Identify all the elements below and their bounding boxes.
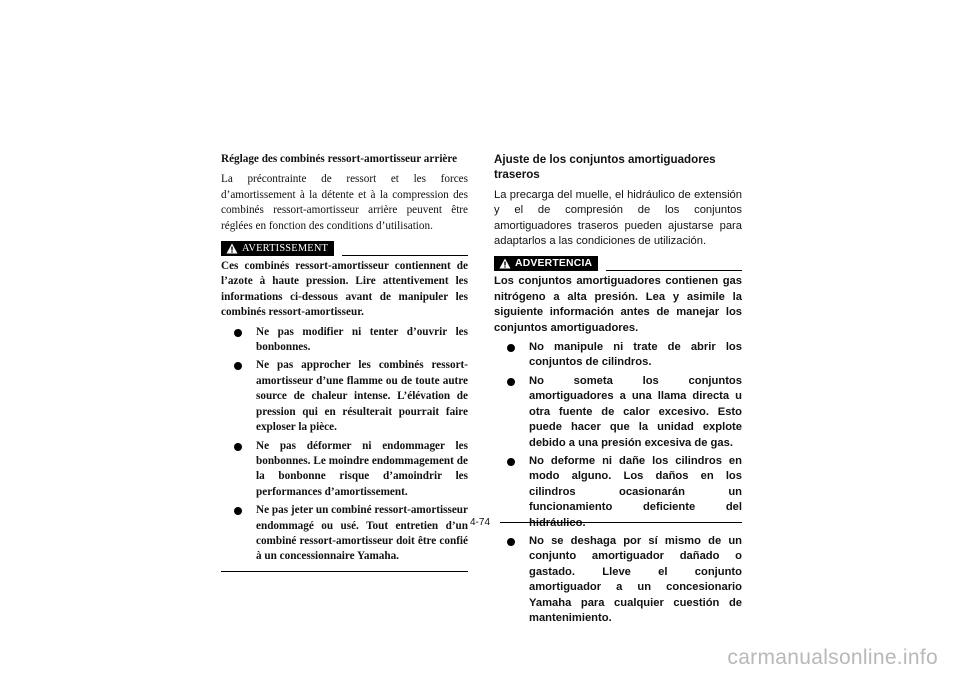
- footer-rule: [500, 522, 742, 523]
- page-number: 4-74: [470, 517, 491, 528]
- french-warning-rule: [342, 255, 468, 256]
- spanish-warning-rule: [606, 270, 742, 271]
- bullet-dot-icon: [507, 378, 515, 386]
- spanish-bullet-item: No someta los conjuntos amortiguadores a una llama directa u otra fuente de calor excesivo. Esto puede hacer que la unidad explote debido a una presión excesiva de gas.: [494, 374, 742, 451]
- spanish-bullet-item: No deforme ni dañe los cilindros en modo alguno. Los daños en los cilindros ocasionarán un funcionamiento deficiente del hidráulico.: [494, 454, 742, 531]
- warning-triangle-icon: [499, 258, 511, 269]
- french-warning-badge: [221, 241, 334, 256]
- bullet-dot-icon: [507, 344, 515, 352]
- french-warning-text: Ces combinés ressort-amortisseur contiennent de l’azote à haute pression. Lire attentivement les informations ci-dessous avant de manipuler les combinés ressort-amortisseur.: [221, 260, 468, 319]
- spanish-column: [494, 152, 742, 629]
- bullet-dot-icon: [507, 538, 515, 546]
- bullet-dot-icon: [507, 458, 515, 466]
- spanish-intro-paragraph: La precarga del muelle, el hidráulico de extensión y el de compresión de los conjuntos amortiguadores traseros pueden ajustarse para adaptarlos a las condiciones de utilización.: [494, 188, 742, 248]
- french-intro-paragraph: La précontrainte de ressort et les forces d’amortissement à la détente et à la compression des combinés ressort-amortisseur arrière peuvent être réglées en fonction des conditions d’utilisation.: [221, 173, 468, 232]
- spanish-warning-header: [494, 256, 742, 271]
- french-bullet-item: Ne pas jeter un combiné ressort-amortisseur endommagé ou usé. Tout entretien d’un combiné ressort-amortisseur doit être confié à un concessionnaire Yamaha.: [221, 503, 468, 565]
- bullet-dot-icon: [234, 362, 242, 370]
- spanish-section-title: Ajuste de los conjuntos amortiguadores traseros: [494, 153, 716, 182]
- spanish-warning-label: ADVERTENCIA: [515, 258, 593, 270]
- bullet-dot-icon: [234, 507, 242, 515]
- french-section-title: Réglage des combinés ressort-amortisseur arrière: [221, 153, 458, 165]
- french-warning-header: [221, 241, 468, 256]
- spanish-bullet-item: No manipule ni trate de abrir los conjuntos de cilindros.: [494, 340, 742, 371]
- french-bullet-item: Ne pas déformer ni endommager les bonbonnes. Le moindre endommagement de la bonbonne risque d’amoindrir les performances d’amortissement.: [221, 439, 468, 501]
- bullet-dot-icon: [234, 329, 242, 337]
- warning-triangle-icon: [226, 243, 238, 254]
- french-column: [221, 152, 468, 572]
- french-bullet-list: [221, 325, 468, 565]
- spanish-bullet-item: No se deshaga por sí mismo de un conjunto amortiguador dañado o gastado. Lleve el conjunto amortiguador a un concesionario Yamaha para cualquier cuestión de mantenimiento.: [494, 534, 742, 626]
- french-warning-label: AVERTISSEMENT: [242, 243, 329, 255]
- spanish-warning-text: Los conjuntos amortiguadores contienen gas nitrógeno a alta presión. Lea y asimile la siguiente información antes de manejar los conjuntos amortiguadores.: [494, 275, 742, 334]
- bullet-dot-icon: [234, 443, 242, 451]
- french-bullet-item: Ne pas approcher les combinés ressort-amortisseur d’une flamme ou de toute autre source de chaleur intense. L’élévation de pression qui en résulterait pourrait faire exploser la pièce.: [221, 358, 468, 435]
- spanish-warning-badge: [494, 256, 598, 271]
- french-end-rule: [221, 571, 468, 572]
- french-bullet-item: Ne pas modifier ni tenter d’ouvrir les bonbonnes.: [221, 325, 468, 356]
- page-footer: [470, 517, 742, 528]
- spanish-bullet-list: [494, 340, 742, 626]
- watermark: carmanualsonline.info: [727, 646, 938, 669]
